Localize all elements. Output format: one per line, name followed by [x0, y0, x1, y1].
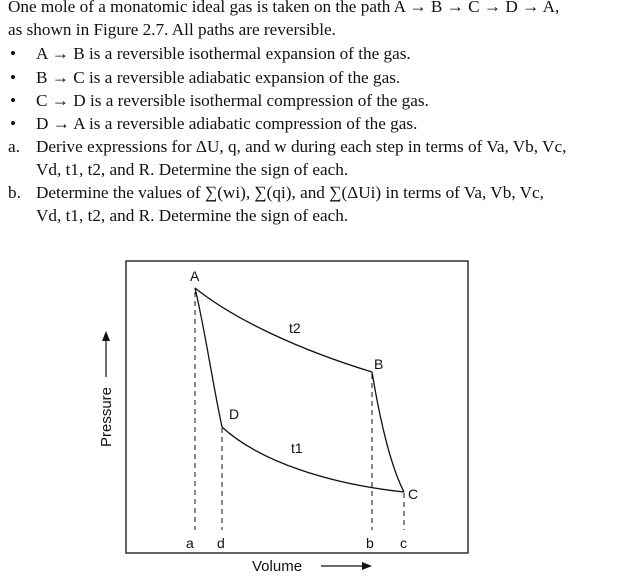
intro-line-1: One mole of a monatomic ideal gas is taken on the path A → B → C → D → A, — [8, 0, 560, 16]
bullet-cd: C → D is a reversible isothermal compression of the gas. — [36, 91, 429, 110]
x-axis-arrow-icon — [362, 562, 372, 570]
path-d-to-a-adiabat — [195, 288, 222, 427]
x-tick-d: d — [217, 535, 225, 551]
figure-frame — [126, 261, 468, 553]
point-label-d: D — [229, 406, 240, 422]
path-b-to-c-adiabat — [372, 372, 404, 492]
part-a-line-2: Vd, t1, t2, and R. Determine the sign of each. — [36, 160, 349, 179]
part-b-marker: b. — [8, 183, 21, 202]
intro-line-2: as shown in Figure 2.7. All paths are reversible. — [8, 20, 336, 39]
y-axis-label: Pressure — [98, 386, 115, 447]
point-label-c: C — [408, 486, 419, 502]
bullet-marker: • — [10, 44, 17, 63]
part-a-line-1: Derive expressions for ΔU, q, and w during each step in terms of Va, Vb, Vc, — [36, 137, 567, 156]
point-label-a: A — [190, 268, 200, 284]
bullet-ab: A → B is a reversible isothermal expansion of the gas. — [36, 44, 411, 63]
bullet-marker: • — [10, 114, 17, 133]
bullet-da: D → A is a reversible adiabatic compression of the gas. — [36, 114, 418, 133]
path-a-to-b-isotherm — [195, 288, 372, 372]
isotherm-label-t2: t2 — [289, 320, 301, 336]
bullet-marker: • — [10, 91, 17, 110]
y-axis-arrow-icon — [102, 331, 110, 341]
part-a-marker: a. — [8, 137, 20, 156]
bullet-bc: B → C is a reversible adiabatic expansion of the gas. — [36, 68, 401, 87]
path-c-to-d-isotherm — [222, 427, 404, 492]
part-b-line-2: Vd, t1, t2, and R. Determine the sign of each. — [36, 206, 349, 225]
x-tick-a: a — [186, 535, 194, 551]
x-axis-label: Volume — [252, 558, 303, 575]
point-label-b: B — [374, 356, 384, 372]
isotherm-label-t1: t1 — [291, 440, 303, 456]
bullet-marker: • — [10, 68, 17, 87]
x-tick-c: c — [400, 535, 407, 551]
part-b-line-1: Determine the values of ∑(wi), ∑(qi), and ∑(ΔUi) in terms of Va, Vb, Vc, — [36, 183, 544, 202]
x-tick-b: b — [366, 535, 374, 551]
